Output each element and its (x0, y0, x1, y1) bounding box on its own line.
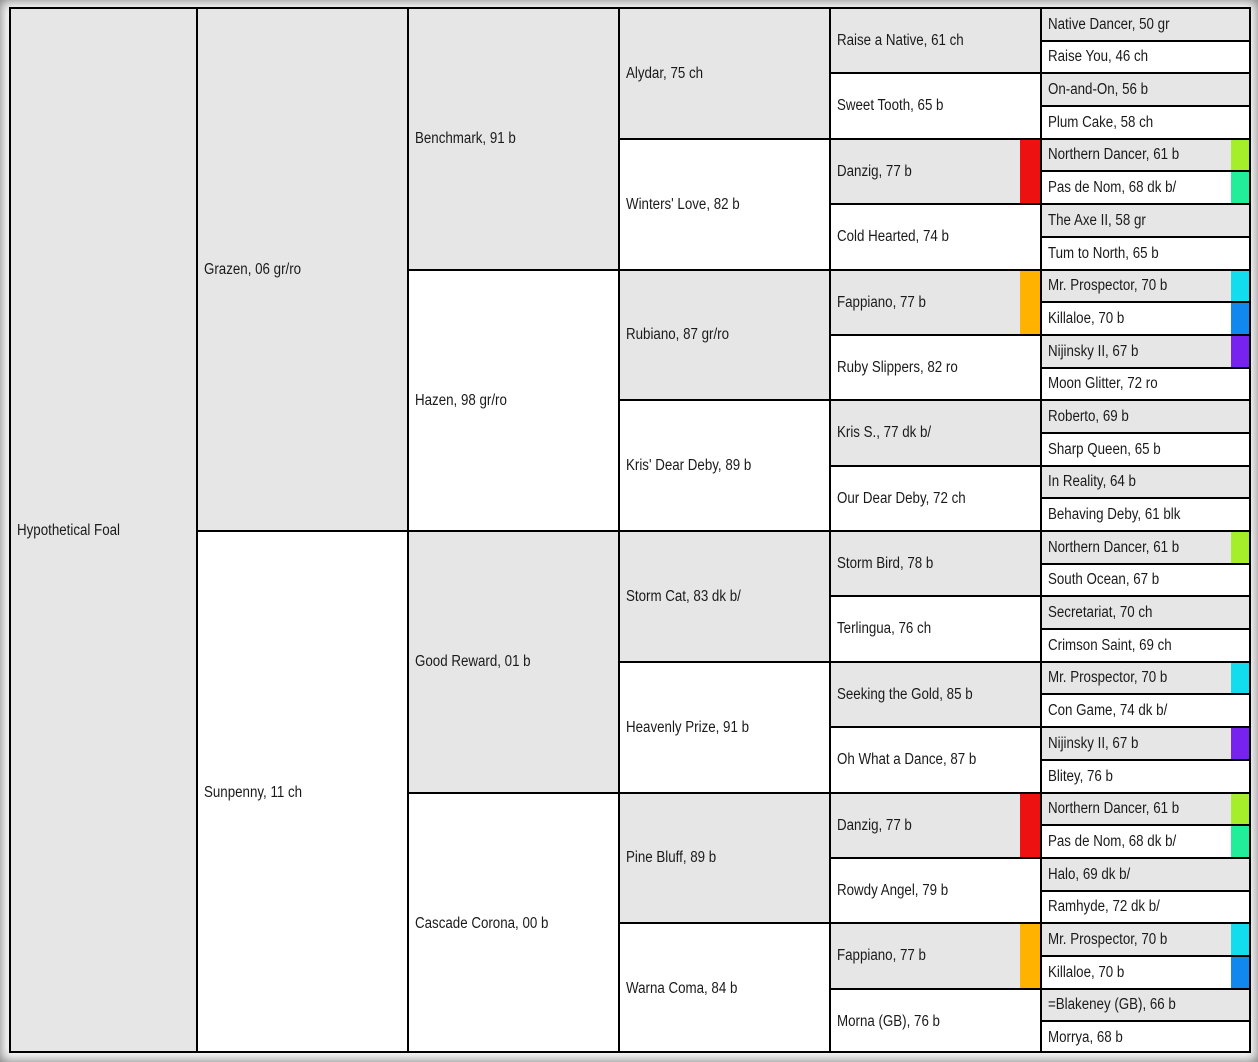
gen5-cell (1040, 7, 1251, 40)
gen4-cell (829, 530, 1040, 595)
gen3-cell (618, 661, 829, 792)
blue-marker (1231, 957, 1251, 988)
gen5-cell-label: Halo, 69 dk b/ (1048, 865, 1131, 883)
gen5-cell-label: Behaving Deby, 61 blk (1048, 505, 1181, 523)
gen5-cell-label: Secretariat, 70 ch (1048, 603, 1153, 621)
gen5-cell-label: Native Dancer, 50 gr (1048, 15, 1170, 33)
gen5-cell (1040, 497, 1251, 530)
gen5-cell-label: On-and-On, 56 b (1048, 80, 1149, 98)
gen3-cell (618, 269, 829, 399)
gen5-cell-label: Con Game, 74 dk b/ (1048, 701, 1168, 719)
gen5-cell (1040, 563, 1251, 595)
gen5-cell-label: Northern Dancer, 61 b (1048, 538, 1180, 556)
gen5-cell (1040, 759, 1251, 792)
gen2-cell (407, 269, 618, 530)
gen3-cell-label: Heavenly Prize, 91 b (626, 718, 750, 736)
gen5-cell-label: Morrya, 68 b (1048, 1028, 1123, 1046)
gen3-cell-label: Pine Bluff, 89 b (626, 849, 717, 866)
gen5-cell-label: Nijinsky II, 67 b (1048, 734, 1139, 752)
gen3-cell (618, 7, 829, 138)
gen5-cell (1040, 170, 1251, 203)
gen2-cell (407, 530, 618, 792)
gen5-cell-label: Sharp Queen, 65 b (1048, 440, 1161, 458)
gen5-cell-label: Roberto, 69 b (1048, 407, 1129, 425)
gen4-cell (829, 857, 1040, 922)
gen5-cell (1040, 824, 1251, 857)
gen4-cell (829, 203, 1040, 269)
gen3-cell (618, 138, 829, 269)
gen4-cell-label: Our Dear Deby, 72 ch (837, 489, 966, 507)
gen5-cell (1040, 595, 1251, 628)
gen5-cell (1040, 530, 1251, 563)
gen4-cell-label: Rowdy Angel, 79 b (837, 881, 949, 899)
gen4-cell-label: Raise a Native, 61 ch (837, 31, 964, 49)
gen4-cell (829, 138, 1040, 203)
violet-marker (1231, 336, 1251, 367)
mint-marker (1231, 826, 1251, 857)
gen4-cell-label: Cold Hearted, 74 b (837, 228, 949, 245)
gen5-cell (1040, 40, 1251, 72)
gen5-cell-label: Crimson Saint, 69 ch (1048, 636, 1172, 654)
gen5-cell-label: Tum to North, 65 b (1048, 244, 1159, 262)
gen4-cell (829, 595, 1040, 661)
gen5-cell (1040, 367, 1251, 399)
gen5-cell-label: Pas de Nom, 68 dk b/ (1048, 178, 1177, 196)
gen5-cell (1040, 138, 1251, 170)
gen4-cell-label: Terlingua, 76 ch (837, 620, 932, 637)
gen5-cell (1040, 203, 1251, 236)
gen5-cell-label: Killaloe, 70 b (1048, 963, 1125, 981)
gen4-cell (829, 465, 1040, 530)
gen3-cell-label: Kris' Dear Deby, 89 b (626, 456, 752, 474)
cyan-marker (1231, 924, 1251, 955)
gen5-cell-label: In Reality, 64 b (1048, 473, 1136, 490)
gen5-cell (1040, 693, 1251, 726)
gen4-cell-label: Fappiano, 77 b (837, 293, 926, 311)
gen5-cell (1040, 432, 1251, 465)
gen2-cell-label: Hazen, 98 gr/ro (415, 391, 507, 409)
gen3-cell (618, 399, 829, 530)
gen5-cell-label: South Ocean, 67 b (1048, 571, 1160, 588)
gen4-cell (829, 334, 1040, 399)
gen2-cell (407, 7, 618, 269)
gen4-cell-label: Danzig, 77 b (837, 816, 912, 834)
gen2-cell-label: Cascade Corona, 00 b (415, 914, 549, 932)
gen5-cell (1040, 301, 1251, 334)
gen4-cell-label: Ruby Slippers, 82 ro (837, 358, 958, 376)
gen3-cell-label: Winters' Love, 82 b (626, 195, 740, 213)
gen5-cell-label: Killaloe, 70 b (1048, 309, 1125, 327)
gen4-cell (829, 661, 1040, 726)
lime-marker (1231, 532, 1251, 563)
lime-marker (1231, 140, 1251, 170)
gen5-cell-label: Mr. Prospector, 70 b (1048, 277, 1168, 294)
red-marker (1020, 794, 1040, 857)
gen5-cell (1040, 792, 1251, 824)
gen4-cell (829, 726, 1040, 792)
gen5-cell (1040, 922, 1251, 955)
gen4-cell (829, 269, 1040, 334)
gen4-cell-label: Seeking the Gold, 85 b (837, 685, 973, 703)
gen1-cell (196, 530, 407, 1053)
gen5-cell-label: Raise You, 46 ch (1048, 48, 1149, 65)
gen5-cell (1040, 628, 1251, 661)
gen4-cell-label: Sweet Tooth, 65 b (837, 97, 944, 114)
cyan-marker (1231, 271, 1251, 301)
gen5-cell (1040, 857, 1251, 890)
gen4-cell-label: Fappiano, 77 b (837, 947, 926, 964)
gen3-cell-label: Rubiano, 87 gr/ro (626, 326, 730, 343)
gen4-cell (829, 988, 1040, 1053)
orange-marker (1020, 924, 1040, 988)
gen5-cell-label: Blitey, 76 b (1048, 767, 1113, 785)
gen5-cell (1040, 465, 1251, 497)
gen5-cell-label: Nijinsky II, 67 b (1048, 342, 1139, 360)
gen5-cell-label: Plum Cake, 58 ch (1048, 113, 1154, 131)
gen4-cell-label: Storm Bird, 78 b (837, 554, 934, 572)
gen4-cell (829, 399, 1040, 465)
gen4-cell (829, 72, 1040, 138)
gen3-cell (618, 792, 829, 922)
foal-cell-label: Hypothetical Foal (17, 522, 120, 539)
gen5-cell-label: Moon Glitter, 72 ro (1048, 375, 1158, 392)
gen1-cell-label: Sunpenny, 11 ch (204, 783, 303, 801)
red-marker (1020, 140, 1040, 203)
gen5-cell (1040, 988, 1251, 1020)
gen5-cell (1040, 72, 1251, 105)
gen2-cell-label: Good Reward, 01 b (415, 653, 531, 670)
gen5-cell-label: The Axe II, 58 gr (1048, 211, 1146, 229)
gen5-cell-label: Mr. Prospector, 70 b (1048, 669, 1168, 686)
gen5-cell (1040, 105, 1251, 138)
gen5-cell (1040, 334, 1251, 367)
gen3-cell-label: Storm Cat, 83 dk b/ (626, 587, 741, 605)
gen3-cell (618, 922, 829, 1053)
gen4-cell-label: Morna (GB), 76 b (837, 1012, 940, 1030)
mint-marker (1231, 172, 1251, 203)
foal-cell (9, 7, 196, 1053)
gen5-cell-label: Northern Dancer, 61 b (1048, 146, 1180, 163)
gen4-cell-label: Oh What a Dance, 87 b (837, 751, 977, 768)
gen3-cell-label: Warna Coma, 84 b (626, 979, 738, 997)
gen5-cell (1040, 399, 1251, 432)
violet-marker (1231, 728, 1251, 759)
orange-marker (1020, 271, 1040, 334)
gen5-cell-label: =Blakeney (GB), 66 b (1048, 996, 1176, 1013)
gen5-cell (1040, 955, 1251, 988)
gen5-cell (1040, 269, 1251, 301)
gen4-cell (829, 7, 1040, 72)
gen5-cell (1040, 1020, 1251, 1053)
gen5-cell (1040, 890, 1251, 922)
gen1-cell-label: Grazen, 06 gr/ro (204, 260, 302, 278)
blue-marker (1231, 303, 1251, 334)
gen5-cell-label: Ramhyde, 72 dk b/ (1048, 898, 1160, 915)
gen5-cell (1040, 236, 1251, 269)
gen4-cell (829, 792, 1040, 857)
gen2-cell-label: Benchmark, 91 b (415, 130, 516, 147)
gen4-cell-label: Kris S., 77 dk b/ (837, 424, 932, 441)
cyan-marker (1231, 663, 1251, 693)
gen5-cell (1040, 726, 1251, 759)
gen4-cell (829, 922, 1040, 988)
lime-marker (1231, 794, 1251, 824)
gen5-cell-label: Mr. Prospector, 70 b (1048, 930, 1168, 948)
gen4-cell-label: Danzig, 77 b (837, 162, 912, 180)
gen3-cell-label: Alydar, 75 ch (626, 64, 704, 82)
gen5-cell-label: Northern Dancer, 61 b (1048, 800, 1180, 817)
gen3-cell (618, 530, 829, 661)
gen5-cell (1040, 661, 1251, 693)
gen2-cell (407, 792, 618, 1053)
gen1-cell (196, 7, 407, 530)
gen5-cell-label: Pas de Nom, 68 dk b/ (1048, 832, 1177, 850)
